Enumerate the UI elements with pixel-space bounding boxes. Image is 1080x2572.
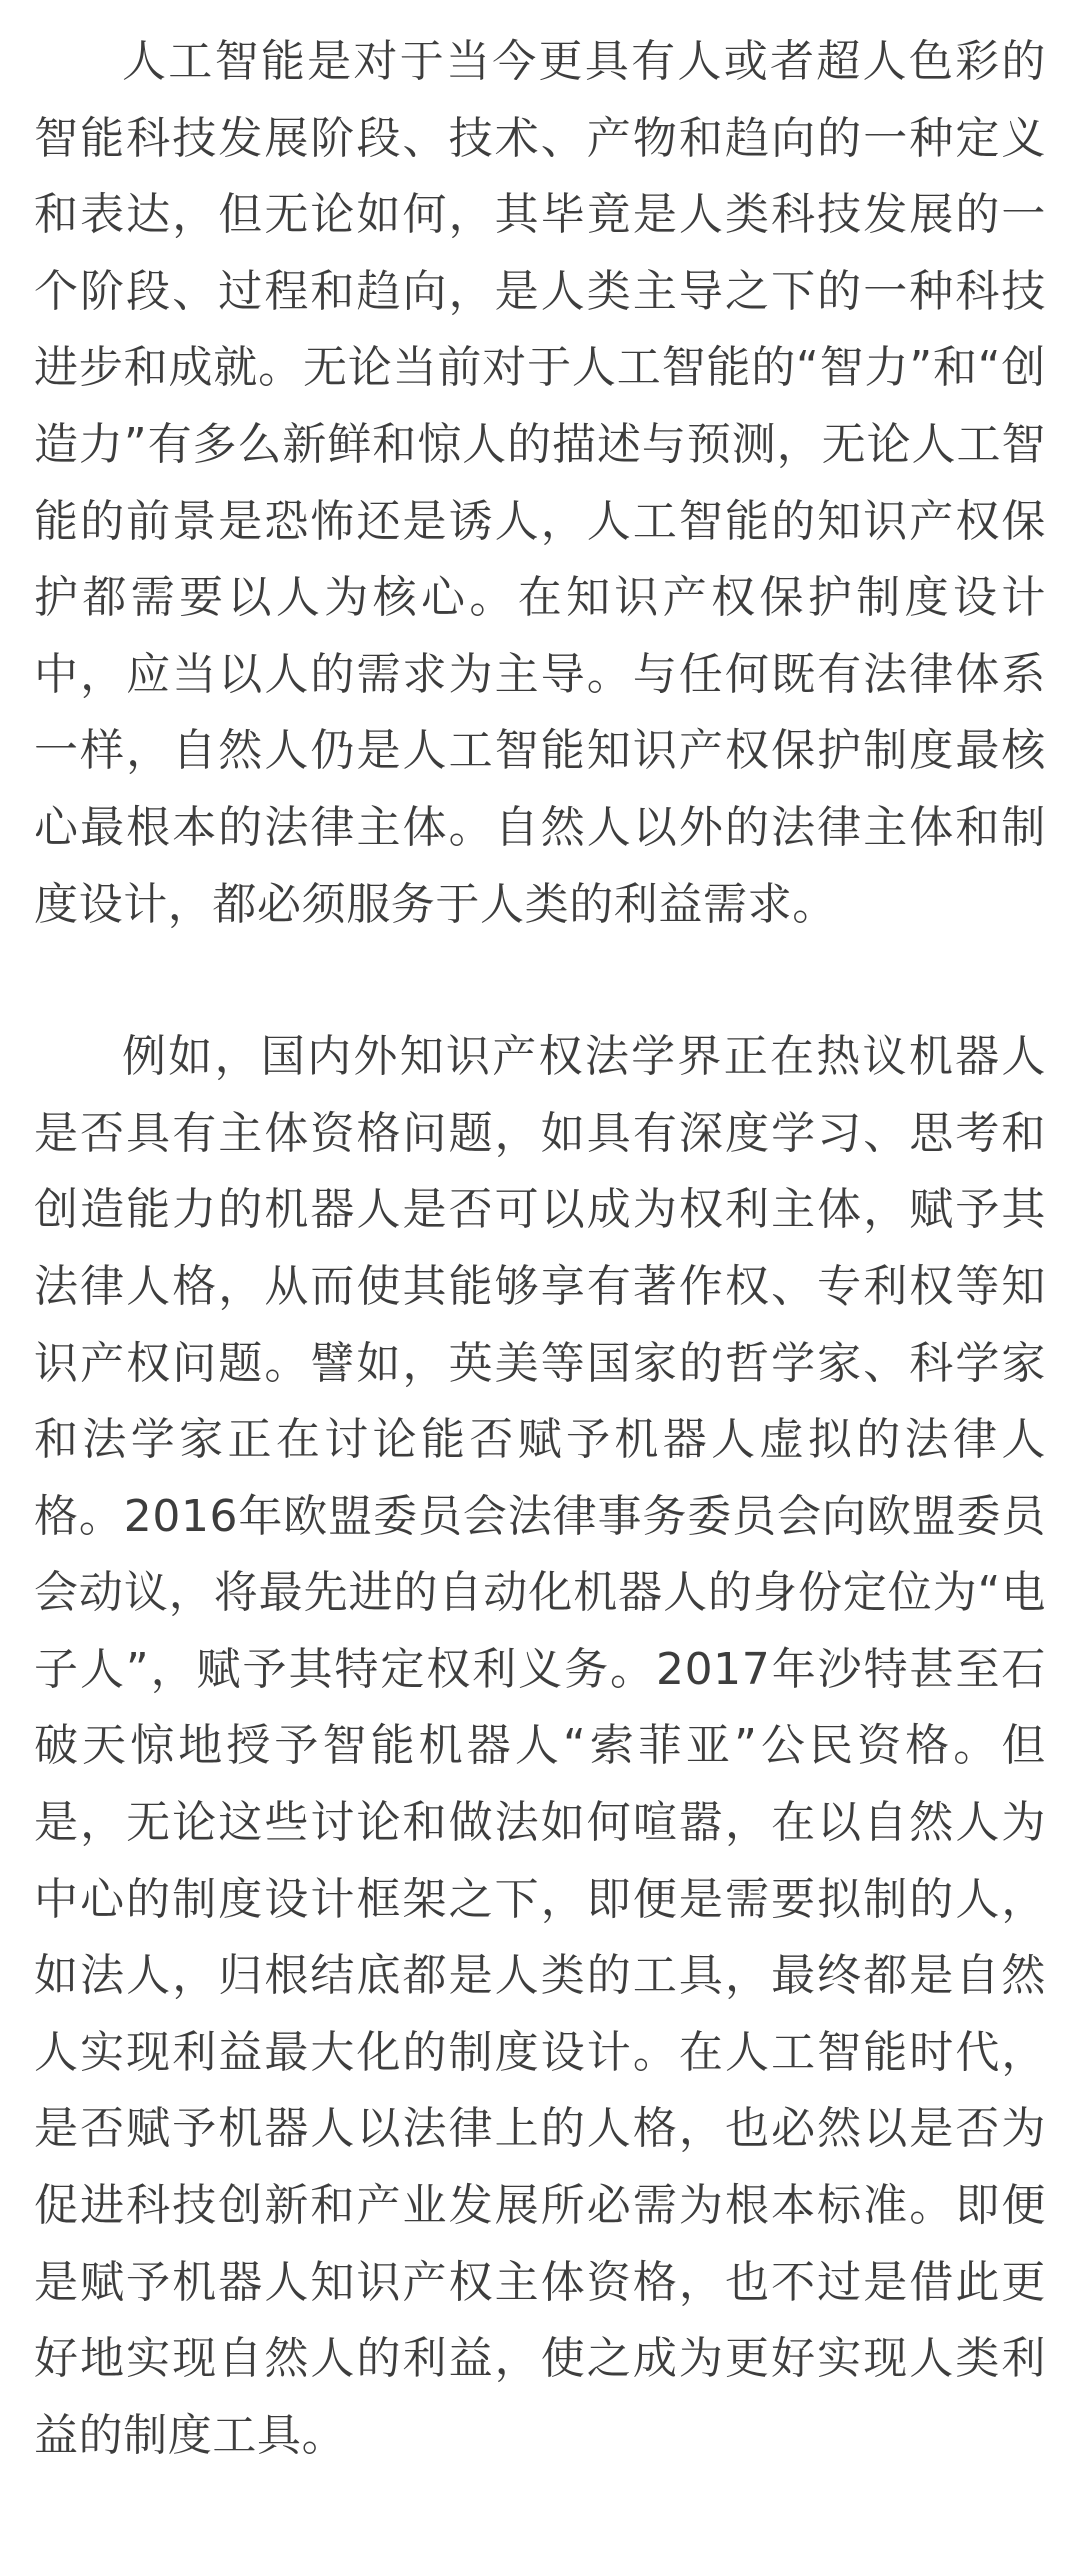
- paragraph-ai-ip-human-centered: 人工智能是对于当今更具有人或者超人色彩的智能科技发展阶段、技术、产物和趋向的一种定义和表达，但无论如何，其毕竟是人类科技发展的一个阶段、过程和趋向，是人类主导之下的一种科技进步和成就。无论当前对于人工智能的“智力”和“创造力”有多么新鲜和惊人的描述与预测，无论人工智能的前景是恐怖还是诱人，人工智能的知识产权保护都需要以人为核心。在知识产权保护制度设计中，应当以人的需求为主导。与任何既有法律体系一样，自然人仍是人工智能知识产权保护制度最核心最根本的法律主体。自然人以外的法律主体和制度设计，都必须服务于人类的利益需求。: [34, 36, 1046, 930]
- paragraph-robot-legal-personality: 例如，国内外知识产权法学界正在热议机器人是否具有主体资格问题，如具有深度学习、思考和创造能力的机器人是否可以成为权利主体，赋予其法律人格，从而使其能够享有著作权、专利权等知识产权问题。譬如，英美等国家的哲学家、科学家和法学家正在讨论能否赋予机器人虚拟的法律人格。2016年欧盟委员会法律事务委员会向欧盟委员会动议，将最先进的自动化机器人的身份定位为“电子人”，赋予其特定权利义务。2017年沙特甚至石破天惊地授予智能机器人“索菲亚”公民资格。但是，无论这些讨论和做法如何喧嚣，在以自然人为中心的制度设计框架之下，即便是需要拟制的人，如法人，归根结底都是人类的工具，最终都是自然人实现利益最大化的制度设计。在人工智能时代，是否赋予机器人以法律上的人格，也必然以是否为促进科技创新和产业发展所必需为根本标准。即便是赋予机器人知识产权主体资格，也不过是借此更好地实现自然人的利益，使之成为更好实现人类利益的制度工具。: [34, 1031, 1046, 2461]
